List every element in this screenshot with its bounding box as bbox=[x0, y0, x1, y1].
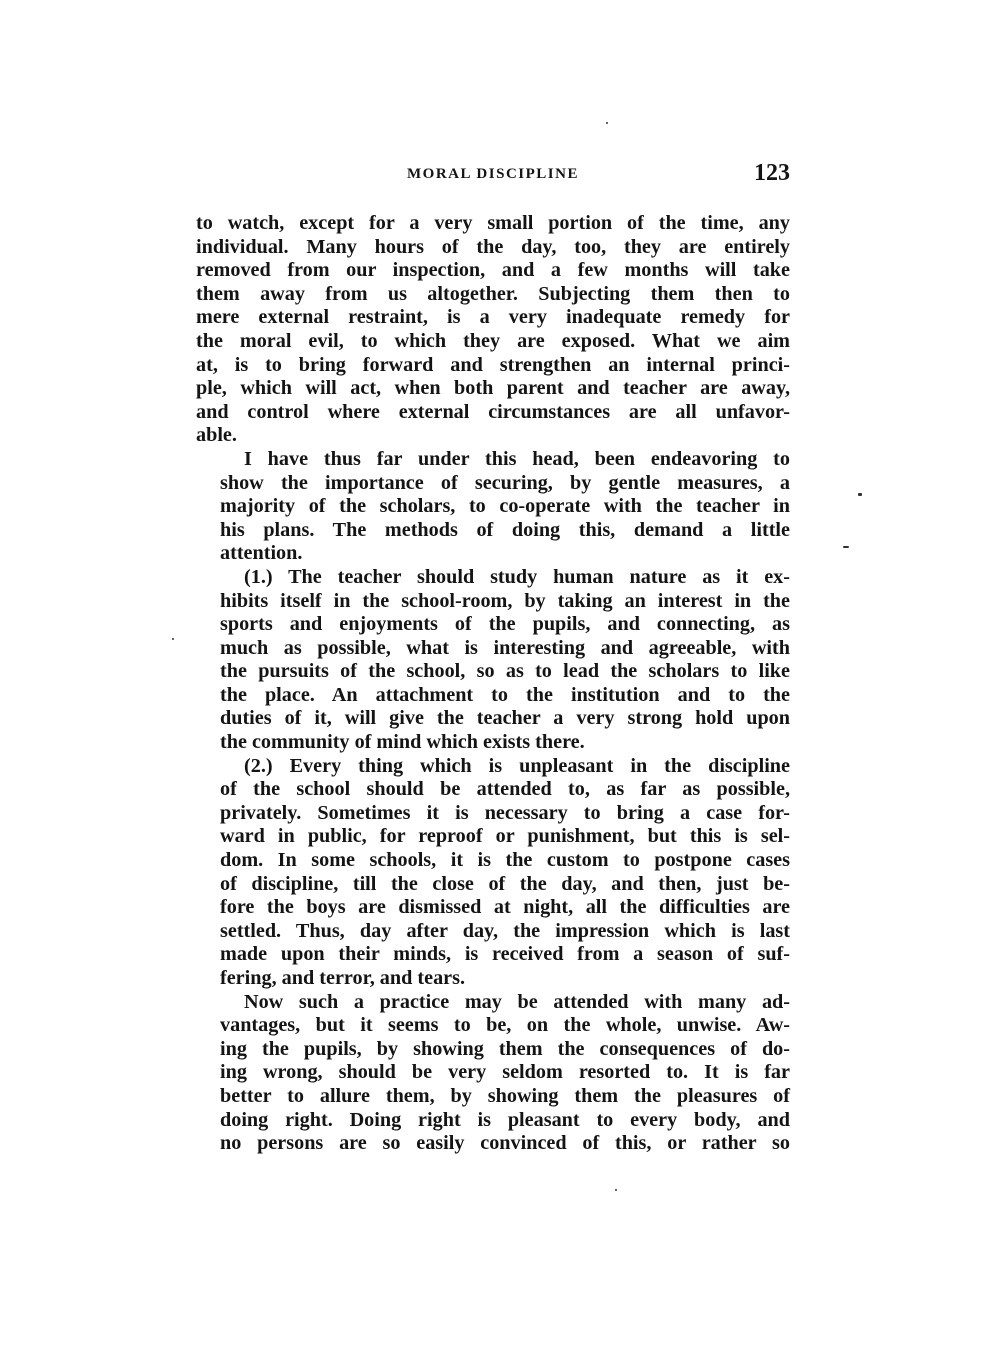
text-line: to watch, except for a very small portion of the time, any bbox=[196, 212, 790, 234]
text-line: no persons are so easily convinced of this, or rather so bbox=[220, 1132, 790, 1155]
text-line: majority of the scholars, to co-operate with the teacher in bbox=[220, 495, 790, 518]
text-line: (1.) The teacher should study human nature as it ex- bbox=[244, 565, 790, 588]
paragraph-2 bbox=[196, 448, 790, 566]
text-line: fering, and terror, and tears. bbox=[220, 967, 466, 989]
text-line: ing wrong, should be very seldom resorted to. It is far bbox=[220, 1061, 790, 1084]
text-line: hibits itself in the school-room, by taking an interest in the bbox=[220, 589, 790, 612]
text-line: made upon their minds, is received from a season of suf- bbox=[220, 943, 790, 966]
text-line: the pursuits of the school, so as to lead the scholars to like bbox=[220, 660, 790, 683]
text-line: I have thus far under this head, been endeavoring to bbox=[244, 447, 790, 470]
scan-speck bbox=[172, 638, 174, 640]
text-line: the community of mind which exists there. bbox=[220, 731, 585, 754]
text-line: fore the boys are dismissed at night, all the difficulties are bbox=[220, 896, 790, 919]
paragraph-4 bbox=[196, 755, 790, 991]
scan-speck bbox=[606, 122, 608, 124]
text-line: doing right. Doing right is pleasant to every body, and bbox=[220, 1108, 790, 1131]
text-line: able. bbox=[196, 424, 237, 447]
text-line: privately. Sometimes it is necessary to bring a case for- bbox=[220, 801, 790, 824]
text-line: sports and enjoyments of the pupils, and connecting, as bbox=[220, 613, 790, 636]
text-line: at, is to bring forward and strengthen an internal princi- bbox=[196, 353, 790, 376]
scan-speck bbox=[858, 493, 862, 496]
text-line: attention. bbox=[220, 542, 303, 565]
text-line: better to allure them, by showing them the pleasures of bbox=[220, 1084, 790, 1107]
text-line: vantages, but it seems to be, on the whole, unwise. Aw- bbox=[220, 1014, 790, 1037]
scan-speck bbox=[615, 1189, 617, 1191]
text-line: individual. Many hours of the day, too, they are entirely bbox=[196, 235, 790, 258]
text-line: (2.) Every thing which is unpleasant in the discipline bbox=[244, 754, 790, 777]
text-line: Now such a practice may be attended with many ad- bbox=[244, 990, 790, 1013]
text-line: of discipline, till the close of the day, and then, just be- bbox=[220, 872, 790, 895]
text-line: and control where external circumstances are all unfavor- bbox=[196, 400, 790, 423]
text-line: dom. In some schools, it is the custom to postpone cases bbox=[220, 849, 790, 872]
text-line: much as possible, what is interesting and agreeable, with bbox=[220, 636, 790, 659]
paragraph-3 bbox=[196, 566, 790, 755]
text-line: ing the pupils, by showing them the consequences of do- bbox=[220, 1037, 790, 1060]
body-text bbox=[196, 212, 790, 1156]
text-line: ward in public, for reproof or punishment, but this is sel- bbox=[220, 825, 790, 848]
text-line: removed from our inspection, and a few months will take bbox=[196, 259, 790, 282]
text-line: of the school should be attended to, as far as possible, bbox=[220, 778, 790, 801]
text-line: settled. Thus, day after day, the impression which is last bbox=[220, 919, 790, 942]
text-line: the place. An attachment to the institution and to the bbox=[220, 683, 790, 706]
running-head bbox=[196, 160, 790, 190]
text-line: mere external restraint, is a very inadequate remedy for bbox=[196, 306, 790, 329]
paragraph-1 bbox=[196, 212, 790, 448]
running-title: MORAL DISCIPLINE bbox=[407, 166, 579, 182]
text-line: duties of it, will give the teacher a very strong hold upon bbox=[220, 707, 790, 730]
text-line: show the importance of securing, by gentle measures, a bbox=[220, 471, 790, 494]
page-number: 123 bbox=[754, 160, 790, 186]
text-line: them away from us altogether. Subjecting them then to bbox=[196, 282, 790, 305]
text-line: his plans. The methods of doing this, demand a little bbox=[220, 518, 790, 541]
scan-speck bbox=[843, 546, 849, 548]
text-line: the moral evil, to which they are exposed. What we aim bbox=[196, 329, 790, 352]
paragraph-5 bbox=[196, 991, 790, 1156]
text-line: ple, which will act, when both parent and teacher are away, bbox=[196, 377, 790, 400]
